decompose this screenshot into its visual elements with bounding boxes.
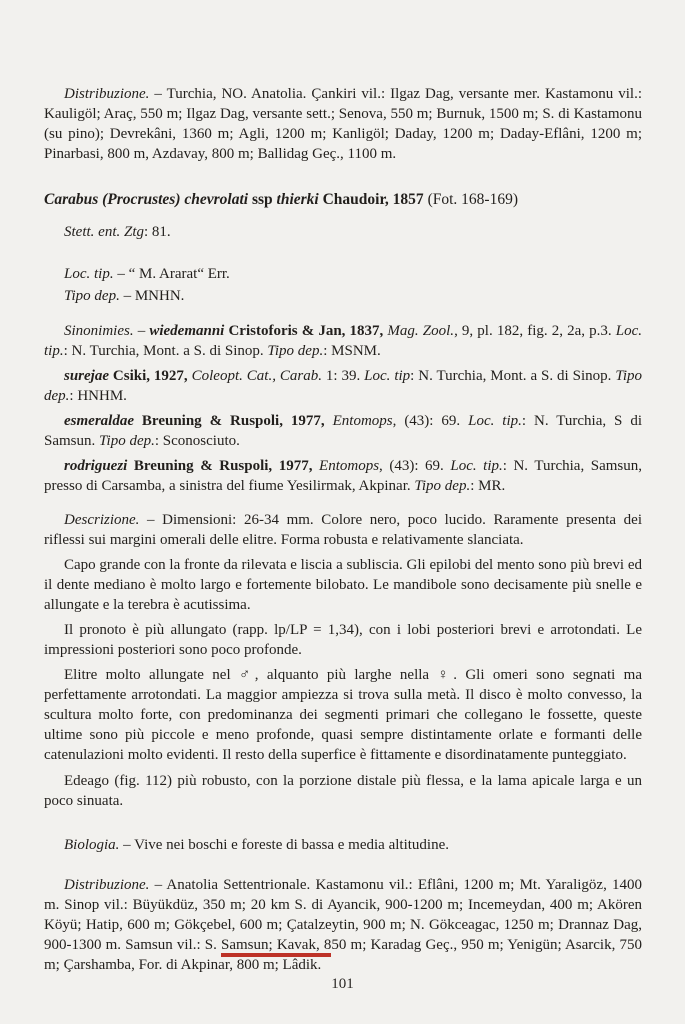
text-segment: : MSNM.: [323, 343, 381, 359]
text-segment: ssp: [248, 191, 277, 208]
text-segment: Capo grande con la fronte da rilevata e liscia a subliscia. Gli epilobi del mento sono più brevi ed il dente mediano è molto largo e fortemente bilobato. Le mandibole sono decisamente più snelle e allungate e la terebra è acutissima.: [44, 557, 642, 613]
species-heading: [44, 190, 642, 210]
text-segment: rodriguezi: [64, 458, 128, 474]
text-segment: wiedemanni: [149, 323, 225, 339]
text-segment: surejae: [64, 368, 109, 384]
text-segment: Sinonimies.: [64, 323, 134, 339]
photo-reference: (Fot. 168-169): [423, 191, 518, 208]
text-segment: Coleopt. Cat., Carab.: [187, 368, 322, 384]
paragraph-locus-typicus: [44, 264, 642, 284]
text-segment: Distribuzione.: [64, 877, 150, 893]
text-segment: Csiki, 1927,: [109, 368, 188, 384]
text-segment: Tipo dep.: [44, 368, 642, 404]
text-segment: Loc. tip.: [468, 413, 522, 429]
text-segment: , 9, pl. 182, fig. 2, 2a, p.3.: [454, 323, 616, 339]
text-segment: Biologia.: [64, 837, 120, 853]
paragraph-pronotum-description: [44, 620, 642, 660]
paragraph-synonymy-4: [44, 456, 642, 496]
paragraph-distribuzione-1: [44, 84, 642, 164]
text-segment: Stett. ent. Ztg: [64, 224, 144, 240]
text-segment: Tipo dep.: [414, 478, 471, 494]
text-segment: Entomops: [312, 458, 380, 474]
text-segment: Tipo dep.: [267, 343, 324, 359]
paragraph-synonymy-3: [44, 411, 642, 451]
text-segment: : N. Turchia, Mont. a S. di Sinop.: [410, 368, 616, 384]
species-name: Carabus (Procrustes) chevrolati: [44, 191, 249, 208]
text-segment: Loc. tip: [364, 368, 411, 384]
paragraph-aedeagus-description: [44, 771, 642, 811]
paragraph-synonymy-2: [44, 366, 642, 406]
text-segment: : MR.: [470, 478, 506, 494]
text-segment: –: [133, 323, 150, 339]
paragraph-reference-citation: [44, 222, 642, 242]
text-segment: , (43): 69.: [379, 458, 451, 474]
author-citation: Chaudoir, 1857: [318, 191, 424, 208]
text-segment: Loc. tip.: [44, 323, 642, 359]
text-column: [44, 84, 642, 975]
paragraph-distribuzione-2: [44, 875, 642, 975]
text-segment: Mag. Zool.: [383, 323, 455, 339]
text-segment: Distribuzione.: [64, 86, 150, 102]
paragraph-description: [44, 510, 642, 550]
text-segment: , (43): 69.: [392, 413, 469, 429]
text-segment: Edeago (fig. 112) più robusto, con la porzione distale più flessa, e la lama apicale larga e un poco sinuata.: [44, 773, 642, 809]
text-segment: – MNHN.: [119, 288, 185, 304]
text-segment: Loc. tip.: [64, 266, 114, 282]
paragraph-elytra-description: [44, 665, 642, 765]
text-segment: Descrizione.: [64, 512, 140, 528]
text-segment: esmeraldae: [64, 413, 134, 429]
text-segment: Tipo dep.: [99, 433, 155, 449]
text-segment: Elitre molto allungate nel ♂, alquanto più larghe nella ♀. Gli omeri sono segnati ma perfettamente arrotondati. La maggior ampiezza si trova sulla metà. Il disco è molto convesso, la scultura molto forte, con predominanza dei segmenti primari che collegano le fossette, queste ultime sono più piccole e meno profonde, quasi sempre distintamente orlate e formanti delle catenulazioni molto evidenti. Il resto della superfice è fittamente e disordinatamente punteggiato.: [44, 667, 642, 763]
text-segment: 50 m; Karadag Geç., 950 m; Yenigün; Asarcik, 750 m; Çarshamba, For. di Akpinar, 800 m; Lâdik.: [44, 937, 642, 973]
text-segment: – Dimensioni: 26-34 mm. Colore nero, poco lucido. Raramente presenta dei riflessi sui margini omerali delle elitre. Forma robusta e relativamente slanciata.: [44, 512, 642, 548]
text-segment: Cristoforis & Jan, 1837,: [224, 323, 384, 339]
text-segment: Breuning & Ruspoli, 1977,: [127, 458, 313, 474]
text-segment: : Sconosciuto.: [154, 433, 240, 449]
text-segment: Breuning & Ruspoli, 1977,: [133, 413, 325, 429]
red-underline-annotation: Samsun; Kavak, 8: [221, 937, 331, 957]
text-segment: : N. Turchia, Mont. a S. di Sinop.: [63, 343, 268, 359]
paragraph-synonymy-1: [44, 321, 642, 361]
text-segment: – “ M. Ararat“ Err.: [113, 266, 230, 282]
paragraph-type-depository: [44, 286, 642, 306]
paragraph-head-description: [44, 555, 642, 615]
text-segment: : N. Turchia, S di Samsun.: [44, 413, 642, 449]
page-number: 101: [331, 976, 354, 992]
text-segment: – Turchia, NO. Anatolia. Çankiri vil.: Ilgaz Dag, versante mer. Kastamonu vil.: Kauligöl; Araç, 550 m; Ilgaz Dag, versante sett.; Senova, 550 m; Burnuk, 1500 m; S. di Kastamonu (su pino); Devrekâni, 1360 m; Agli, 1200 m; Kanligöl; Daday, 1200 m; Daday-Eflâni, 1200 m; Pinarbasi, 800 m, Azdavay, 800 m; Ballidag Geç., 1100 m.: [44, 86, 642, 162]
text-segment: – Vive nei boschi e foreste di bassa e media altitudine.: [119, 837, 449, 853]
text-segment: Il pronoto è più allungato (rapp. lp/LP = 1,34), con i lobi posteriori brevi e arrotondati. Le impressioni posteriori sono poco profonde.: [44, 622, 642, 658]
text-segment: : N. Turchia, Samsun, presso di Carsamba, a sinistra del fiume Yesilirmak, Akpinar.: [44, 458, 642, 494]
text-segment: Loc. tip.: [450, 458, 503, 474]
text-segment: Entomops: [324, 413, 393, 429]
subspecies-name: thierki: [276, 191, 319, 208]
text-segment: : 81.: [144, 224, 171, 240]
text-segment: – Anatolia Settentrionale. Kastamonu vil.: Eflâni, 1200 m; Mt. Yaraligöz, 1400 m. Sinop vil.: Büyükdüz, 350 m; 20 km S. di Ayancik, 900-1200 m; Incemeydan, 400 m; Akören Köyü; Hatip, 600 m; Gökçebel, 600 m; Çatalzeytin, 900 m; N. Gökceagac, 1250 m; Drannaz Dag, 900-1300 m. Samsun vil.: S.: [44, 877, 642, 953]
text-segment: Tipo dep.: [64, 288, 120, 304]
text-segment: : HNHM.: [69, 388, 127, 404]
text-segment: 1: 39.: [321, 368, 365, 384]
paragraph-biology: [44, 835, 642, 855]
